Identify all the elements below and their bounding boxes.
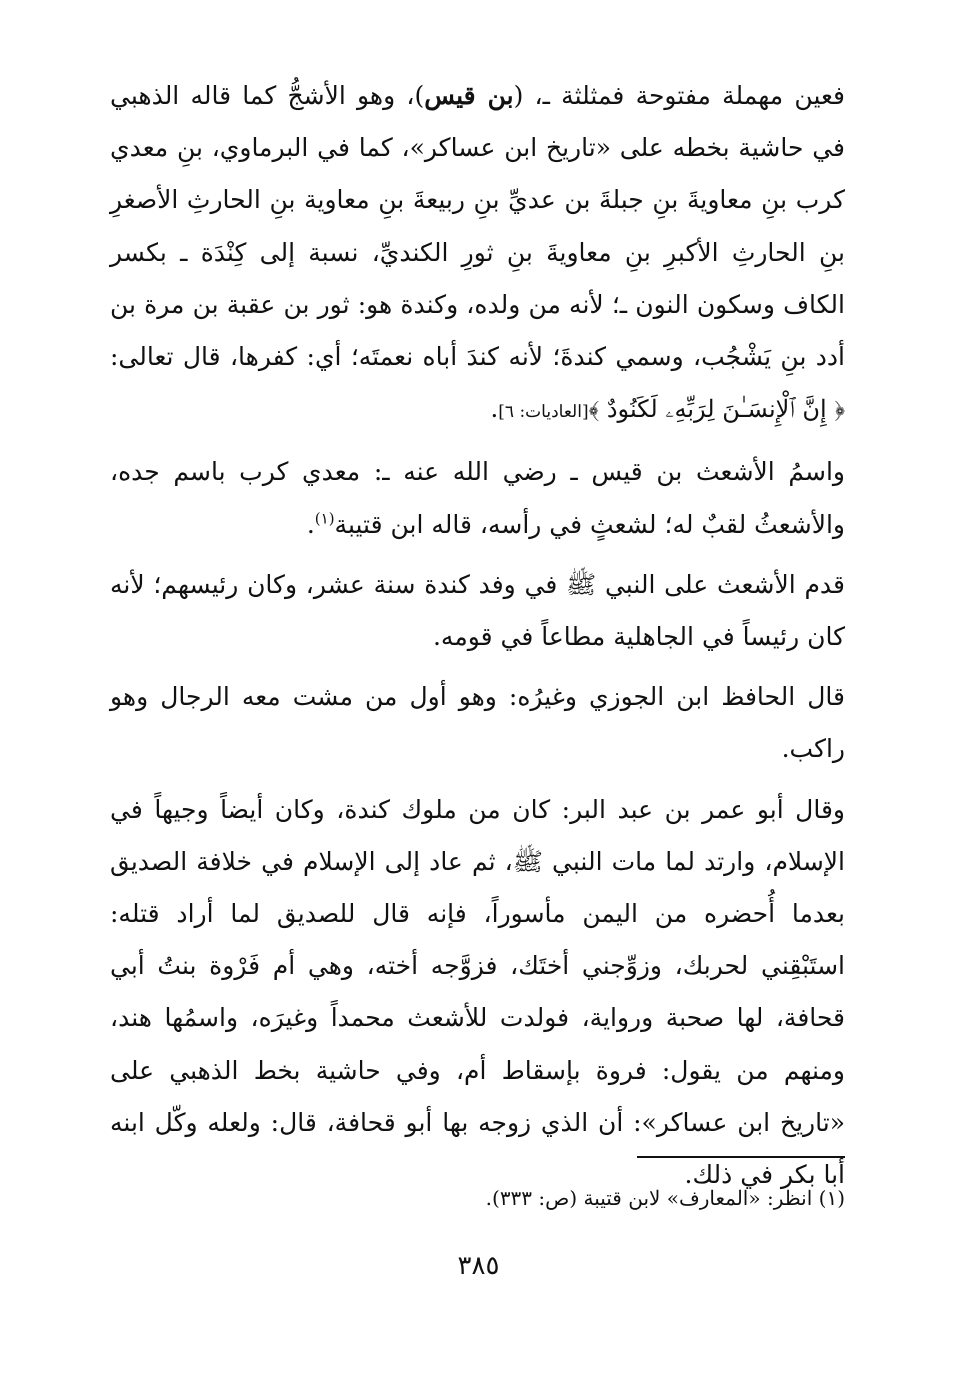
paragraph-2-end: . — [306, 509, 315, 539]
paragraph-5: وقال أبو عمر بن عبد البر: كان من ملوك كندة، وكان أيضاً وجيهاً في الإسلام، وارتد لما مات النبي ﷺ، ثم عاد إلى الإسلام في خلافة الصديق بعدما أُحضره من اليمن مأسوراً، فإنه قال للصديق لما أراد قتله: استَبْقِني لحربك، وزوِّجني أختَك، فزوَّجه أخته، وهي أم فَرْوة بنتُ أبي قحافة، لها صحبة ورواية، فولدت للأشعث محمداً وغيرَه، واسمُها هند، ومنهم من يقول: فروة بإسقاط أم، وفي حاشية بخط الذهبي على «تاريخ ابن عساكر»: أن الذي زوجه بها أبو قحافة، قال: ولعله وكّل ابنه أبا بكر في ذلك. — [110, 794, 845, 1190]
footnote — [110, 1180, 845, 1216]
footnote-text: انظر: «المعارف» لابن قتيبة (ص: ٣٣٣). — [485, 1186, 813, 1210]
name-bin-qays: بن قيس — [424, 81, 514, 110]
paragraph-1 — [110, 70, 845, 438]
quran-verse: ﴿ إِنَّ ٱلْإِنسَـٰنَ لِرَبِّهِۦ لَكَنُودٌ ﴾ — [588, 395, 845, 424]
page-number: ٣٨٥ — [457, 1251, 500, 1281]
footnote-number: (١) — [818, 1186, 845, 1210]
verse-citation: [العاديات: ٦] — [498, 402, 589, 423]
footnote-separator — [637, 1156, 845, 1158]
paragraph-2-text: واسمُ الأشعث بن قيس ـ رضي الله عنه ـ: معدي كرب باسم جده، والأشعثُ لقبٌ له؛ لشعثٍ في رأسه، قاله ابن قتيبة — [110, 457, 845, 539]
paragraph-3: قدم الأشعث على النبي ﷺ في وفد كندة سنة عشر، وكان رئيسهم؛ لأنه كان رئيساً في الجاهلية مطاعاً في قومه. — [110, 569, 845, 652]
paragraph-2 — [110, 446, 845, 550]
footnote-reference: (١) — [314, 509, 335, 528]
paragraph-1-body: )، وهو الأشجُّ كما قاله الذهبي في حاشية بخطه على «تاريخ ابن عساكر»، كما في البرماوي، بنِ معدي كرب بنِ معاويةَ بنِ جبلةَ بن عديِّ بنِ ربيعةَ بنِ معاوية بنِ الحارثِ الأصغرِ بنِ الحارثِ الأكبرِ بنِ معاويةَ بنِ ثورِ الكنديِّ، نسبة إلى كِنْدَة ـ بكسر الكاف وسكون النون ـ؛ لأنه من ولده، وكندة هو: ثور بن عقبة بن مرة بن أدد بنِ يَشْجُب، وسمي كندةَ؛ لأنه كندَ أباه نعمتَه؛ أي: كفرها، قال تعالى: — [110, 81, 845, 372]
paragraph-1-end: . — [490, 394, 499, 424]
main-text — [110, 70, 845, 1201]
paragraph-1-opening: فعين مهملة مفتوحة فمثلثة ـ، ( — [513, 81, 846, 110]
paragraph-4: قال الحافظ ابن الجوزي وغيرُه: وهو أول من مشت معه الرجال وهو راكب. — [110, 682, 845, 764]
